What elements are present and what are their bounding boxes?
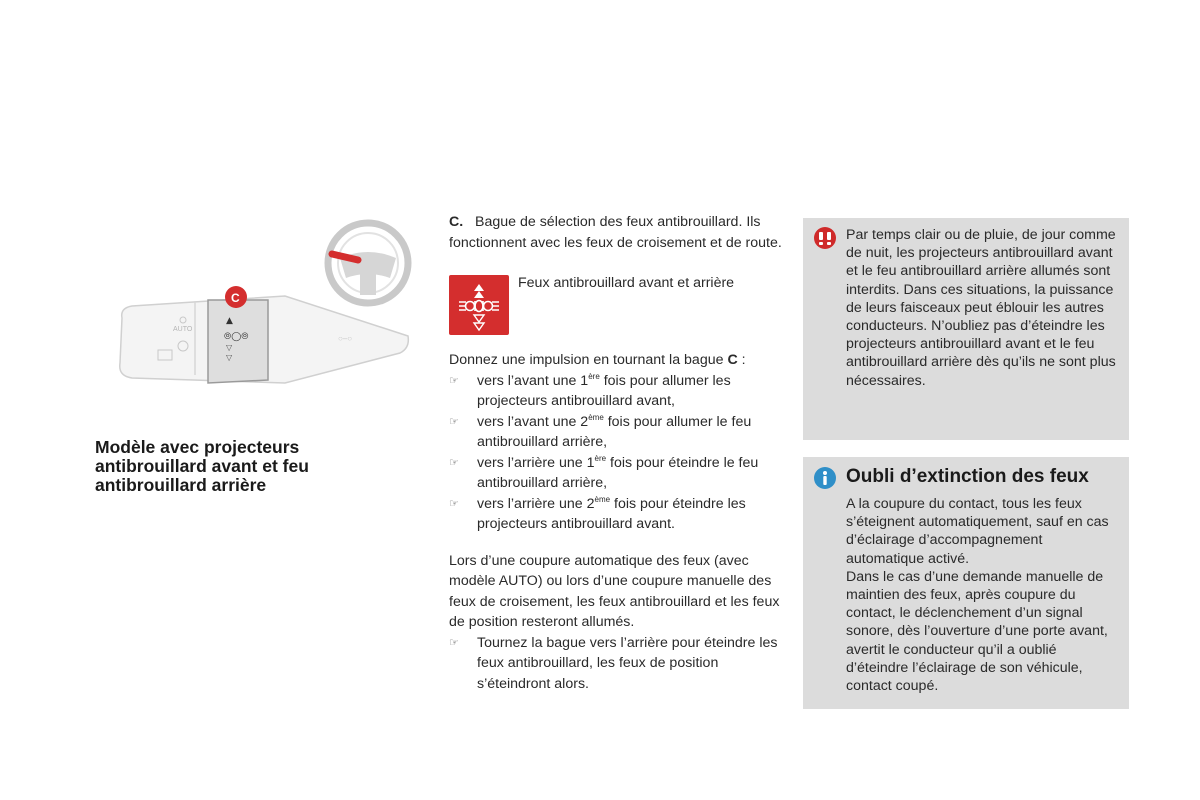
pointing-hand-icon: ☞ bbox=[449, 636, 459, 649]
warning-box bbox=[803, 218, 1129, 440]
exclamation-icon bbox=[814, 227, 836, 249]
fog-lamp-row bbox=[449, 275, 784, 335]
warning-text: Par temps clair ou de pluie, de jour comme de nuit, les projecteurs antibrouillard avant et le feu antibrouillard arrière allumés sont interdits. Dans ces situations, la puissance de leurs faisceaux peut éblouir les autres conducteurs. N’oubliez pas d’éteindre les projecteurs antibrouillard avant et le feu antibrouillard arrière dès qu’ils ne sont plus nécessaires. bbox=[846, 227, 1116, 389]
steering-wheel-icon bbox=[328, 223, 408, 303]
list-item: ☞ vers l’avant une 2ème fois pour allumer le feu antibrouillard arrière, bbox=[449, 412, 752, 450]
svg-text:▽: ▽ bbox=[226, 353, 233, 362]
svg-text:▲: ▲ bbox=[226, 316, 233, 326]
info-text bbox=[846, 495, 1119, 695]
list-item: ☞ Tournez la bague vers l’arrière pour éteindre les feux antibrouillard, les feux de position s’éteindront alors. bbox=[449, 634, 778, 692]
ring-c-letter: C. bbox=[449, 214, 464, 230]
pointing-hand-icon: ☞ bbox=[449, 374, 459, 387]
fog-selection-ring bbox=[208, 300, 268, 383]
info-text-paragraph-2: Dans le cas d’une demande manuelle de maintien des feux, après coupure du contact, le déclenchement d’un signal sonore, dès l’ouverture d’une porte avant, avertit le conducteur qu’il a oublié d’éteindre l’éclairage de son véhicule, contact coupé. bbox=[846, 568, 1108, 695]
list-item: ☞ vers l’arrière une 2ème fois pour éteindre les projecteurs antibrouillard avant. bbox=[449, 494, 746, 532]
front-rear-fog-lamp-icon bbox=[449, 275, 509, 335]
impulse-instruction: Donnez une impulsion en tournant la bague C : bbox=[449, 352, 746, 368]
pointing-hand-icon: ☞ bbox=[449, 415, 459, 428]
info-heading: Oubli d’extinction des feux bbox=[846, 466, 1089, 487]
lighting-stalk-illustration bbox=[110, 218, 420, 398]
svg-text:○–○: ○–○ bbox=[338, 334, 353, 343]
pointing-hand-icon: ☞ bbox=[449, 456, 459, 469]
ring-c-description bbox=[449, 212, 784, 253]
auto-cutoff-list bbox=[449, 633, 784, 695]
instructions-column bbox=[449, 212, 784, 694]
info-text-paragraph-1: A la coupure du contact, tous les feux s’éteignent automatiquement, sauf en cas d’éclairage d’accompagnement automatique activé. bbox=[846, 496, 1109, 567]
pointing-hand-icon: ☞ bbox=[449, 497, 459, 510]
callout-c-badge bbox=[225, 286, 247, 308]
auto-label: AUTO bbox=[173, 326, 193, 333]
info-box bbox=[803, 457, 1129, 709]
list-item: ☞ vers l’avant une 1ère fois pour allumer les projecteurs antibrouillard avant, bbox=[449, 371, 731, 409]
svg-text:C: C bbox=[231, 291, 240, 305]
info-icon bbox=[814, 467, 836, 489]
list-item: ☞ vers l’arrière une 1ère fois pour éteindre le feu antibrouillard arrière, bbox=[449, 453, 759, 491]
svg-text:▽: ▽ bbox=[226, 343, 233, 352]
ring-steps-list bbox=[449, 371, 784, 535]
ring-c-text: Bague de sélection des feux antibrouillard. Ils fonctionnent avec les feux de croisement et de route. bbox=[449, 214, 782, 251]
section-title: Modèle avec projecteurs antibrouillard avant et feu antibrouillard arrière bbox=[95, 437, 309, 495]
fog-lamp-label: Feux antibrouillard avant et arrière bbox=[518, 275, 735, 291]
auto-cutoff-paragraph: Lors d’une coupure automatique des feux (avec modèle AUTO) ou lors d’une coupure manuelle des feux de croisement, les feux antibrouillard et les feux de position resteront allumés. bbox=[449, 552, 780, 630]
svg-text:⦾◯⦾: ⦾◯⦾ bbox=[224, 332, 249, 342]
